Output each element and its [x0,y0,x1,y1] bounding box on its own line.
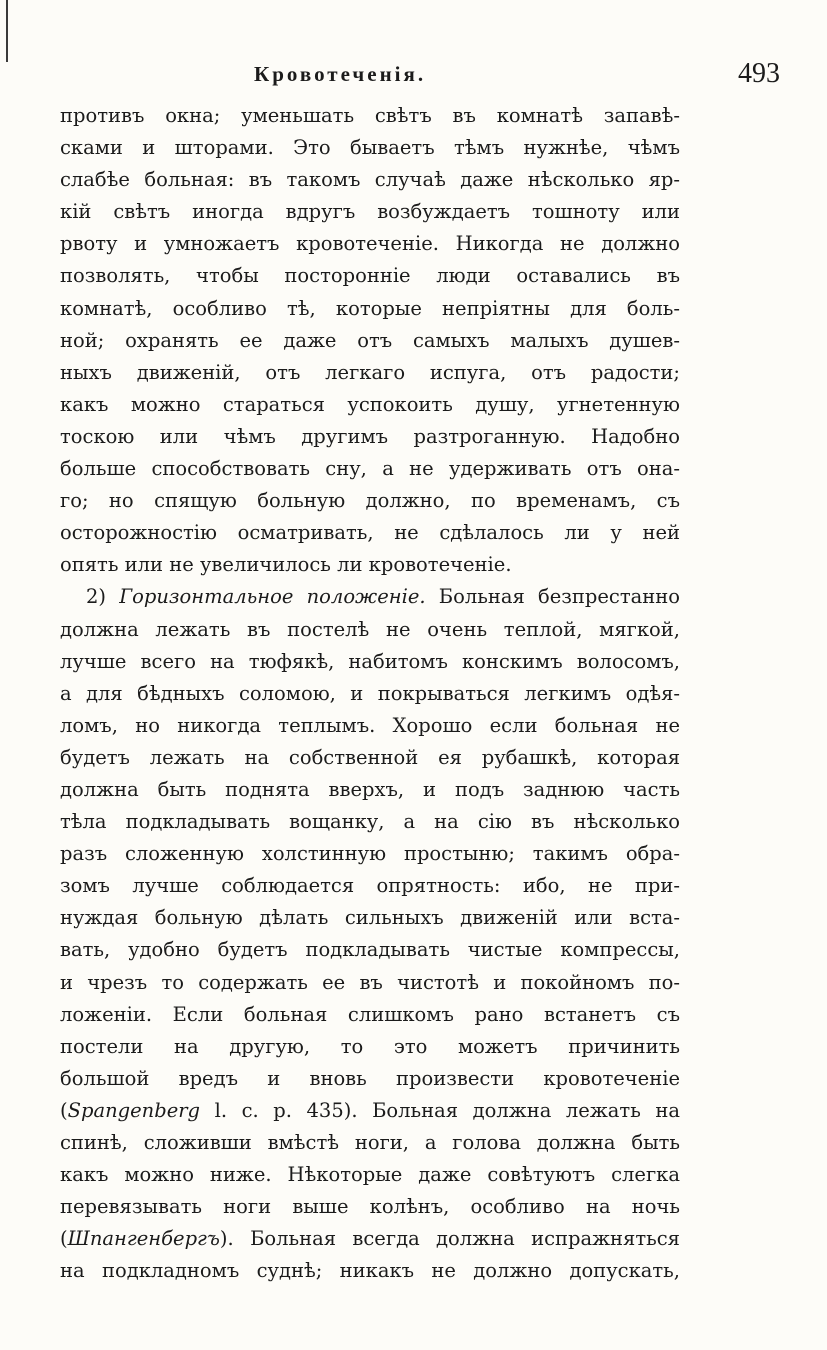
reference-line [60,1223,680,1255]
text-line: будетъ лежать на собственной ея рубашкѣ, которая [60,745,680,769]
reference-paren: ( [60,1098,68,1122]
text-line: спинѣ, сложивши вмѣстѣ ноги, а голова должна быть [60,1131,680,1154]
text-line: зомъ лучше соблюдается опрятность: ибо, не при- [60,874,680,898]
body-text [60,100,680,1287]
reference-author: Шпангенбергъ [67,1227,220,1251]
text-line: постели на другую, то это можетъ причинить [60,1034,680,1058]
text-line: и чрезъ то содержать ее въ чистотѣ и покойномъ по- [60,970,680,994]
text-line: ныхъ движеній, отъ легкаго испуга, отъ радости; [60,360,680,384]
text-line: перевязывать ноги выше колѣнъ, особливо на ночь [60,1195,680,1219]
page-binding-edge [6,0,8,62]
text-line: рвоту и умножаетъ кровотеченіе. Никогда не должно [60,232,680,256]
paragraph-end-line: опять или не увеличилось ли кровотеченіе. [60,553,512,577]
text-line: вать, удобно будетъ подкладывать чистые компрессы, [60,938,680,962]
text-line: противъ окна; уменьшать свѣтъ въ комнатѣ запавѣ- [60,104,680,127]
text-line: позволять, чтобы посторонніе люди оставались въ [60,264,680,288]
text-line: большой вредъ и вновь произвести кровотеченіе [60,1066,680,1090]
page-number: 493 [738,58,780,89]
running-title: Кровотеченія. [254,62,427,86]
text-line: тоскою или чѣмъ другимъ разтроганную. Надобно [60,424,680,448]
text-line: го; но спящую больную должно, по временамъ, съ [60,489,680,513]
text-line: а для бѣдныхъ соломою, и покрываться легкимъ одѣя- [60,681,680,705]
text-line: какъ можно стараться успокоить душу, угнетенную [60,392,680,416]
text-line: должна лежать въ постелѣ не очень теплой, мягкой, [60,617,680,641]
text-line: ной; охранять ее даже отъ самыхъ малыхъ душев- [60,328,680,352]
text-run: Больная безпрестанно [438,585,680,609]
text-line: ломъ, но никогда теплымъ. Хорошо если больная не [60,713,680,737]
page-header [60,58,780,98]
text-line: сками и шторами. Это бываетъ тѣмъ нужнѣе, чѣмъ [60,136,680,160]
text-line: какъ можно ниже. Нѣкоторые даже совѣтуютъ слегка [60,1163,680,1187]
paragraph-heading: Горизонтальное положеніе. [119,585,426,609]
text-line: слабѣе больная: въ такомъ случаѣ даже нѣсколько яр- [60,168,680,192]
text-line: должна быть поднята вверхъ, и подъ заднюю часть [60,777,680,801]
text-line: тѣла подкладывать вощанку, а на сію въ нѣсколько [60,810,680,834]
text-line: кій свѣтъ иногда вдругъ возбуждаетъ тошноту или [60,200,680,224]
text-line: на подкладномъ суднѣ; никакъ не должно допускать, [60,1259,680,1283]
text-line: осторожностію осматривать, не сдѣлалось ли у ней [60,521,680,545]
text-line: разъ сложенную холстинную простыню; такимъ обра- [60,842,680,866]
reference-text: ). Больная всегда должна испражняться [219,1227,680,1251]
paragraph-number: 2) [86,585,107,609]
text-line: ложеніи. Если больная слишкомъ рано встанетъ съ [60,1002,680,1026]
text-line: лучше всего на тюфякѣ, набитомъ конскимъ волосомъ, [60,649,680,673]
reference-line [60,1095,680,1127]
text-line: нуждая больную дѣлать сильныхъ движеній или вста- [60,906,680,930]
paragraph-2-first-line [60,581,680,613]
text-line: комнатѣ, особливо тѣ, которые непріятны для боль- [60,296,680,320]
reference-text: l. c. p. 435). Больная должна лежать на [214,1098,680,1122]
reference-paren: ( [60,1227,68,1251]
reference-author: Spangenberg [67,1098,201,1122]
text-line: больше способствовать сну, а не удерживать отъ она- [60,457,680,481]
